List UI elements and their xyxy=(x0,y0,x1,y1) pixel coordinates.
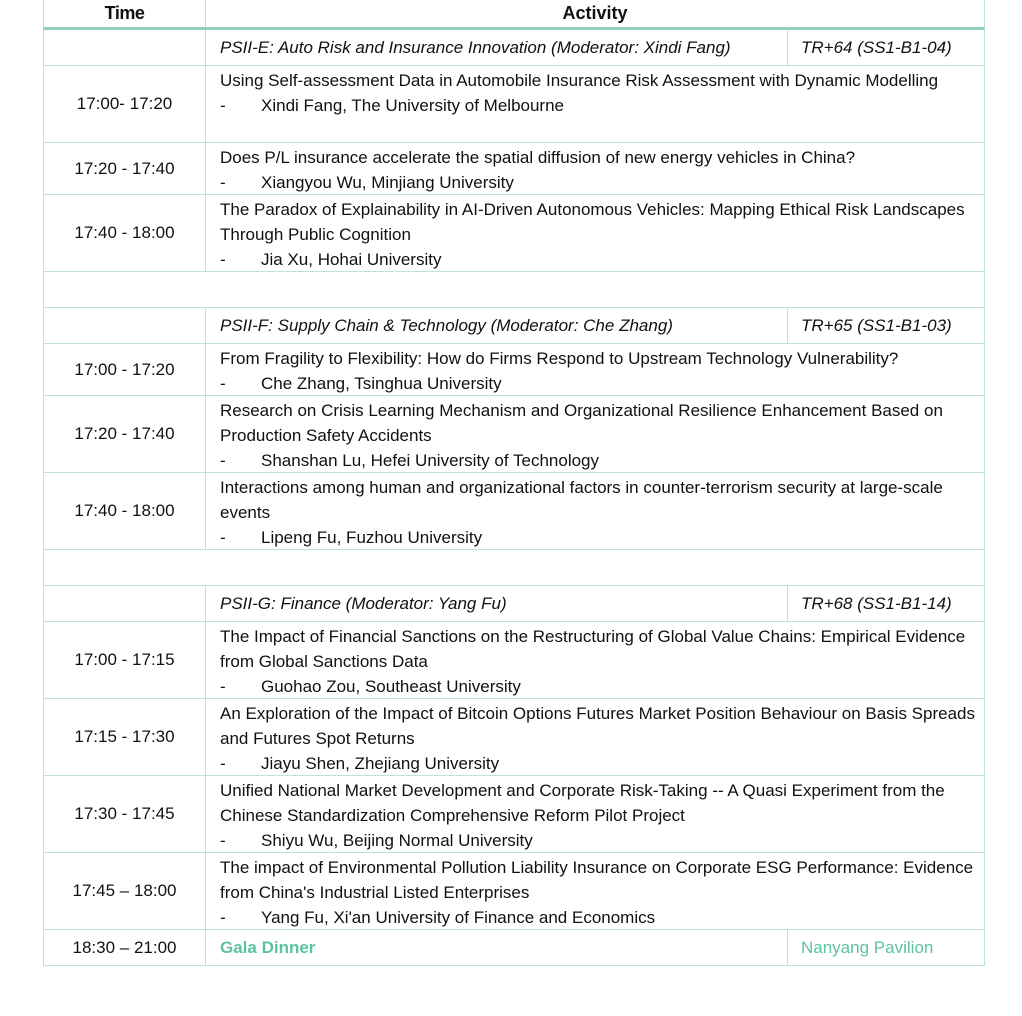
session-header-row xyxy=(43,30,985,66)
talk-title: An Exploration of the Impact of Bitcoin Options Futures Market Position Behaviour on Basis Spreads and Futures Spot Returns xyxy=(220,704,975,748)
talk-time: 17:00 - 17:15 xyxy=(44,622,206,698)
talk-time: 17:00- 17:20 xyxy=(44,66,206,142)
session-title: PSII-F: Supply Chain & Technology (Moderator: Che Zhang) xyxy=(220,316,673,335)
talk-title: From Fragility to Flexibility: How do Firms Respond to Upstream Technology Vulnerability? xyxy=(220,349,899,368)
talk-time: 17:30 - 17:45 xyxy=(44,776,206,852)
talk-title: Unified National Market Development and Corporate Risk-Taking -- A Quasi Experiment from the Chinese Standardization Comprehensive Reform Pilot Project xyxy=(220,781,945,825)
presenter-dash: - xyxy=(220,173,226,192)
session-time-cell xyxy=(44,586,206,621)
gala-event: Gala Dinner xyxy=(220,938,316,957)
talk-row xyxy=(43,473,985,550)
session-room: TR+68 (SS1-B1-14) xyxy=(787,586,984,621)
talk-time: 17:00 - 17:20 xyxy=(44,344,206,395)
presenter-dash: - xyxy=(220,250,226,269)
session-title: PSII-E: Auto Risk and Insurance Innovation (Moderator: Xindi Fang) xyxy=(220,38,731,57)
presenter-dash: - xyxy=(220,451,226,470)
talk-row xyxy=(43,699,985,776)
spacer-row xyxy=(43,272,985,308)
talk-row xyxy=(43,776,985,853)
talk-title: Research on Crisis Learning Mechanism and Organizational Resilience Enhancement Based on Production Safety Accidents xyxy=(220,401,943,445)
presenter-name: Xiangyou Wu, Minjiang University xyxy=(261,173,514,192)
session-activity-cell xyxy=(206,586,984,621)
presenter-name: Che Zhang, Tsinghua University xyxy=(261,374,502,393)
talk-details xyxy=(206,853,984,929)
session-room: TR+64 (SS1-B1-04) xyxy=(787,30,984,65)
talk-row xyxy=(43,396,985,473)
session-header-row xyxy=(43,308,985,344)
gala-time: 18:30 – 21:00 xyxy=(44,930,206,965)
session-time-cell xyxy=(44,308,206,343)
session-time-cell xyxy=(44,30,206,65)
presenter-line xyxy=(220,170,978,195)
session-room: TR+65 (SS1-B1-03) xyxy=(787,308,984,343)
talk-time: 17:40 - 18:00 xyxy=(44,473,206,549)
talk-details xyxy=(206,66,984,142)
session-header-row xyxy=(43,586,985,622)
talk-title: The Impact of Financial Sanctions on the Restructuring of Global Value Chains: Empirical Evidence from Global Sanctions Data xyxy=(220,627,966,671)
presenter-line xyxy=(220,371,978,396)
talk-time: 17:15 - 17:30 xyxy=(44,699,206,775)
presenter-line xyxy=(220,247,978,272)
presenter-dash: - xyxy=(220,528,226,547)
talk-details xyxy=(206,195,984,271)
talk-row xyxy=(43,622,985,699)
presenter-name: Yang Fu, Xi'an University of Finance and Economics xyxy=(261,908,656,927)
presenter-name: Shiyu Wu, Beijing Normal University xyxy=(261,831,533,850)
presenter-line xyxy=(220,751,978,776)
presenter-name: Xindi Fang, The University of Melbourne xyxy=(261,96,565,115)
talk-details xyxy=(206,473,984,549)
talk-time: 17:40 - 18:00 xyxy=(44,195,206,271)
schedule-table xyxy=(43,0,985,966)
talk-row xyxy=(43,66,985,143)
talk-time: 17:20 - 17:40 xyxy=(44,143,206,194)
talk-title: The Paradox of Explainability in AI-Driven Autonomous Vehicles: Mapping Ethical Risk Landscapes Through Public Cognition xyxy=(220,200,965,244)
presenter-dash: - xyxy=(220,96,226,115)
presenter-line xyxy=(220,448,978,473)
presenter-line xyxy=(220,828,978,853)
presenter-dash: - xyxy=(220,831,226,850)
activity-column-header: Activity xyxy=(562,3,628,23)
presenter-line xyxy=(220,674,978,699)
talk-time: 17:45 – 18:00 xyxy=(44,853,206,929)
talk-details xyxy=(206,396,984,472)
presenter-dash: - xyxy=(220,677,226,696)
gala-venue: Nanyang Pavilion xyxy=(787,930,984,965)
presenter-name: Lipeng Fu, Fuzhou University xyxy=(261,528,483,547)
talk-details xyxy=(206,344,984,395)
session-title: PSII-G: Finance (Moderator: Yang Fu) xyxy=(220,594,507,613)
spacer-row xyxy=(43,550,985,586)
presenter-line xyxy=(220,905,978,930)
presenter-dash: - xyxy=(220,908,226,927)
session-activity-cell xyxy=(206,30,984,65)
talk-row xyxy=(43,853,985,930)
presenter-line xyxy=(220,525,978,550)
talk-details xyxy=(206,622,984,698)
talk-details xyxy=(206,699,984,775)
schedule-body xyxy=(43,30,985,930)
table-header xyxy=(43,0,985,30)
presenter-name: Shanshan Lu, Hefei University of Technology xyxy=(261,451,599,470)
talk-title: Does P/L insurance accelerate the spatial diffusion of new energy vehicles in China? xyxy=(220,148,856,167)
presenter-dash: - xyxy=(220,754,226,773)
talk-time: 17:20 - 17:40 xyxy=(44,396,206,472)
presenter-name: Guohao Zou, Southeast University xyxy=(261,677,521,696)
talk-details xyxy=(206,143,984,194)
talk-row xyxy=(43,143,985,195)
presenter-line xyxy=(220,93,978,118)
session-activity-cell xyxy=(206,308,984,343)
presenter-dash: - xyxy=(220,374,226,393)
presenter-name: Jiayu Shen, Zhejiang University xyxy=(261,754,500,773)
talk-row xyxy=(43,195,985,272)
talk-row xyxy=(43,344,985,396)
talk-title: Interactions among human and organizational factors in counter-terrorism security at large-scale events xyxy=(220,478,943,522)
talk-title: The impact of Environmental Pollution Liability Insurance on Corporate ESG Performance: Evidence from China's Industrial Listed Enterprises xyxy=(220,858,974,902)
gala-row xyxy=(43,930,985,966)
talk-details xyxy=(206,776,984,852)
time-column-header: Time xyxy=(44,0,206,27)
presenter-name: Jia Xu, Hohai University xyxy=(261,250,442,269)
talk-title: Using Self-assessment Data in Automobile Insurance Risk Assessment with Dynamic Modelling xyxy=(220,71,939,90)
